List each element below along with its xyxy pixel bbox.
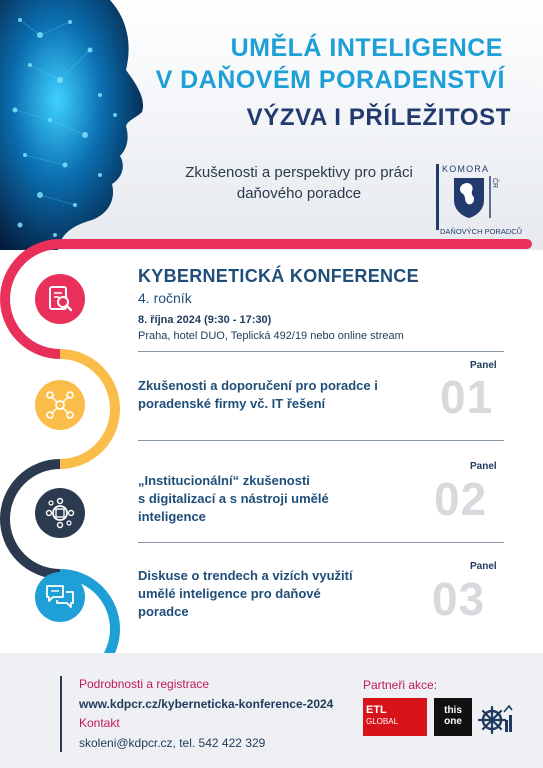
conference-edition: 4. ročník xyxy=(138,290,192,306)
ai-face-image xyxy=(0,0,150,250)
partner-etl-line-2: GLOBAL xyxy=(366,717,399,726)
kdp-logo xyxy=(430,160,523,238)
subtitle xyxy=(168,162,430,204)
title-line-2: V DAŇOVÉM PORADENSTVÍ xyxy=(155,66,505,94)
partner-thisone-line-2: one xyxy=(444,716,462,727)
subtitle-line-1: Zkušenosti a perspektivy pro práci xyxy=(185,164,413,181)
chat-bubbles-icon xyxy=(35,572,85,622)
header xyxy=(0,0,543,250)
panel-1-label: Panel xyxy=(470,360,497,371)
panel-1-number: 01 xyxy=(440,371,494,423)
svg-text:ČR: ČR xyxy=(491,178,498,189)
document-search-icon xyxy=(35,274,85,324)
conference-venue: Praha, hotel DUO, Teplická 492/19 nebo online stream xyxy=(138,330,404,342)
footer-rule xyxy=(60,676,62,752)
panel-2-line-3: inteligence xyxy=(138,509,206,524)
contact-label: Kontakt xyxy=(79,716,120,730)
panel-3-line-1: Diskuse o trendech a vizích využití xyxy=(138,568,353,583)
panel-1-line-1: Zkušenosti a doporučení pro poradce i xyxy=(138,378,378,393)
panel-2-line-2: s digitalizací a s nástroji umělé xyxy=(138,491,329,506)
svg-text:KOMORA: KOMORA xyxy=(442,164,490,174)
divider xyxy=(138,440,504,441)
panel-3-text xyxy=(138,567,353,621)
panel-1-text xyxy=(138,377,378,413)
subtitle-line-2: daňového poradce xyxy=(236,185,362,202)
panel-3-line-2: umělé inteligence pro daňové xyxy=(138,586,321,601)
divider xyxy=(138,351,504,352)
partner-etl-line-1: ETL xyxy=(366,704,387,716)
panel-3-line-3: poradce xyxy=(138,604,189,619)
partners-label: Partneři akce: xyxy=(363,678,438,692)
panel-2-line-1: „Institucionální“ zkušenosti xyxy=(138,473,310,488)
details-label: Podrobnosti a registrace xyxy=(79,677,210,691)
partner-thisone-line-1: this xyxy=(444,705,462,716)
divider xyxy=(138,542,504,543)
title-line-3: VÝZVA I PŘÍLEŽITOST xyxy=(246,104,511,131)
panel-3-number: 03 xyxy=(432,573,486,625)
network-people-icon xyxy=(35,380,85,430)
panel-2-text xyxy=(138,472,329,526)
building-network-icon xyxy=(35,488,85,538)
conference-title: KYBERNETICKÁ KONFERENCE xyxy=(138,266,419,286)
partner-thisone-logo xyxy=(434,698,472,736)
svg-text:DAŇOVÝCH PORADCŮ: DAŇOVÝCH PORADCŮ xyxy=(440,227,523,236)
panel-3-label: Panel xyxy=(470,561,497,572)
registration-link[interactable]: www.kdpcr.cz/kyberneticka-konference-2024 xyxy=(79,697,334,711)
contact-info[interactable]: skoleni@kdpcr.cz, tel. 542 422 329 xyxy=(79,736,266,750)
panel-1-line-2: poradenské firmy vč. IT řešení xyxy=(138,396,326,411)
conference-date: 8. října 2024 (9:30 - 17:30) xyxy=(138,314,272,326)
title-line-1: UMĚLÁ INTELIGENCE xyxy=(230,34,503,62)
panel-2-label: Panel xyxy=(470,461,497,472)
partner-etl-logo xyxy=(363,698,427,736)
panel-2-number: 02 xyxy=(434,473,488,525)
helm-icon xyxy=(478,700,514,736)
